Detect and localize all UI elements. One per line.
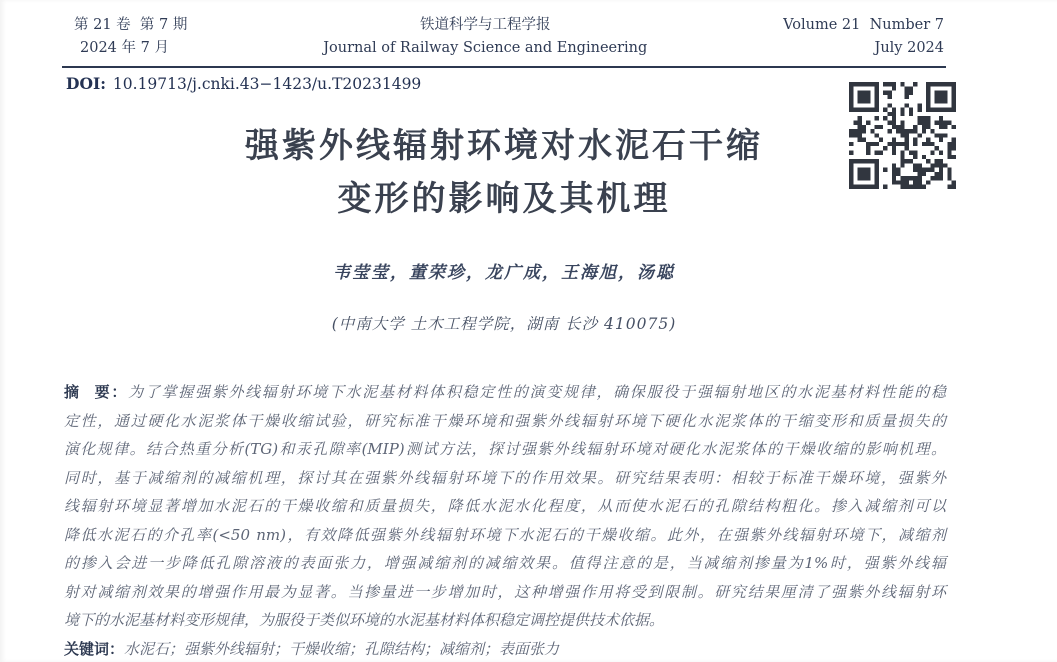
article-title-line2: 变形的影响及其机理 <box>337 179 671 219</box>
abstract-line: 同时，基于减缩剂的减缩机理，探讨其在强紫外线辐射环境下的作用效果。研究结果表明：相较于标准干燥环境，强紫外 <box>64 468 946 487</box>
issue-date-en: July 2024 <box>874 40 944 56</box>
header-left <box>62 14 187 60</box>
authors: 韦莹莹，董荣珍，龙广成，王海旭，汤聪 <box>333 263 675 283</box>
keywords-text: 水泥石；强紫外线辐射；干燥收缩；孔隙结构；减缩剂；表面张力 <box>124 639 560 658</box>
abstract-line: 演化规律。结合热重分析(TG)和汞孔隙率(MIP)测试方法，探讨强紫外线辐射环境对硬化水泥浆体的干燥收缩的影响机理。 <box>64 440 946 458</box>
issue-date-cn: 2024 年 7 月 <box>80 40 169 56</box>
abstract-line: 境下的水泥基材料变形规律，为服役于类似环境的水泥基材料体积稳定调控提供技术依据。 <box>64 611 665 629</box>
affiliation: (中南大学 土木工程学院，湖南 长沙 410075) <box>331 315 677 333</box>
volume-issue-en: Volume 21 Number 7 <box>783 17 944 33</box>
header-center <box>187 14 783 60</box>
doi-label: DOI: <box>66 74 106 93</box>
header-divider <box>62 66 946 68</box>
abstract-line: 线辐射环境显著增加水泥石的干燥收缩和质量损失，降低水泥水化程度，从而使水泥石的孔隙结构粗化。掺入减缩剂可以 <box>64 497 946 515</box>
doi-value: 10.19713/j.cnki.43−1423/u.T20231499 <box>112 75 422 93</box>
abstract <box>64 378 946 662</box>
volume-issue-cn: 第 21 卷 第 7 期 <box>74 17 188 33</box>
abstract-line: 降低水泥石的介孔率(<50 nm)，有效降低强紫外线辐射环境下水泥石的干燥收缩。此外，在强紫外线辐射环境下，减缩剂 <box>64 525 946 544</box>
article-title-line1: 强紫外线辐射环境对水泥石干缩 <box>245 126 763 166</box>
abstract-text: 为了掌握强紫外线辐射环境下水泥基材料体积稳定性的演变规律，确保服役于强辐射地区的水泥基材料性能的稳 <box>128 383 946 401</box>
abstract-line: 射对减缩剂效果的增强作用最为显著。当掺量进一步增加时，这种增强作用将受到限制。研究结果厘清了强紫外线辐射环 <box>64 582 946 601</box>
abstract-line: 的掺入会进一步降低孔隙溶液的表面张力，增强减缩剂的减缩效果。值得注意的是，当减缩剂掺量为1%时，强紫外线辐 <box>64 554 946 572</box>
abstract-label: 摘 要： <box>64 383 129 401</box>
abstract-line: 定性，通过硬化水泥浆体干燥收缩试验，研究标准干燥环境和强紫外线辐射环境下硬化水泥浆体的干缩变形和质量损失的 <box>64 411 946 430</box>
abstract-line <box>64 378 946 407</box>
keywords-row <box>64 635 946 662</box>
journal-name-cn: 铁道科学与工程学报 <box>419 17 551 33</box>
keywords-label: 关键词： <box>64 639 125 658</box>
article-title <box>62 120 946 226</box>
header-right <box>783 14 946 60</box>
doi-row <box>66 74 766 93</box>
journal-header <box>62 14 946 60</box>
journal-name-en: Journal of Railway Science and Engineering <box>323 40 648 56</box>
